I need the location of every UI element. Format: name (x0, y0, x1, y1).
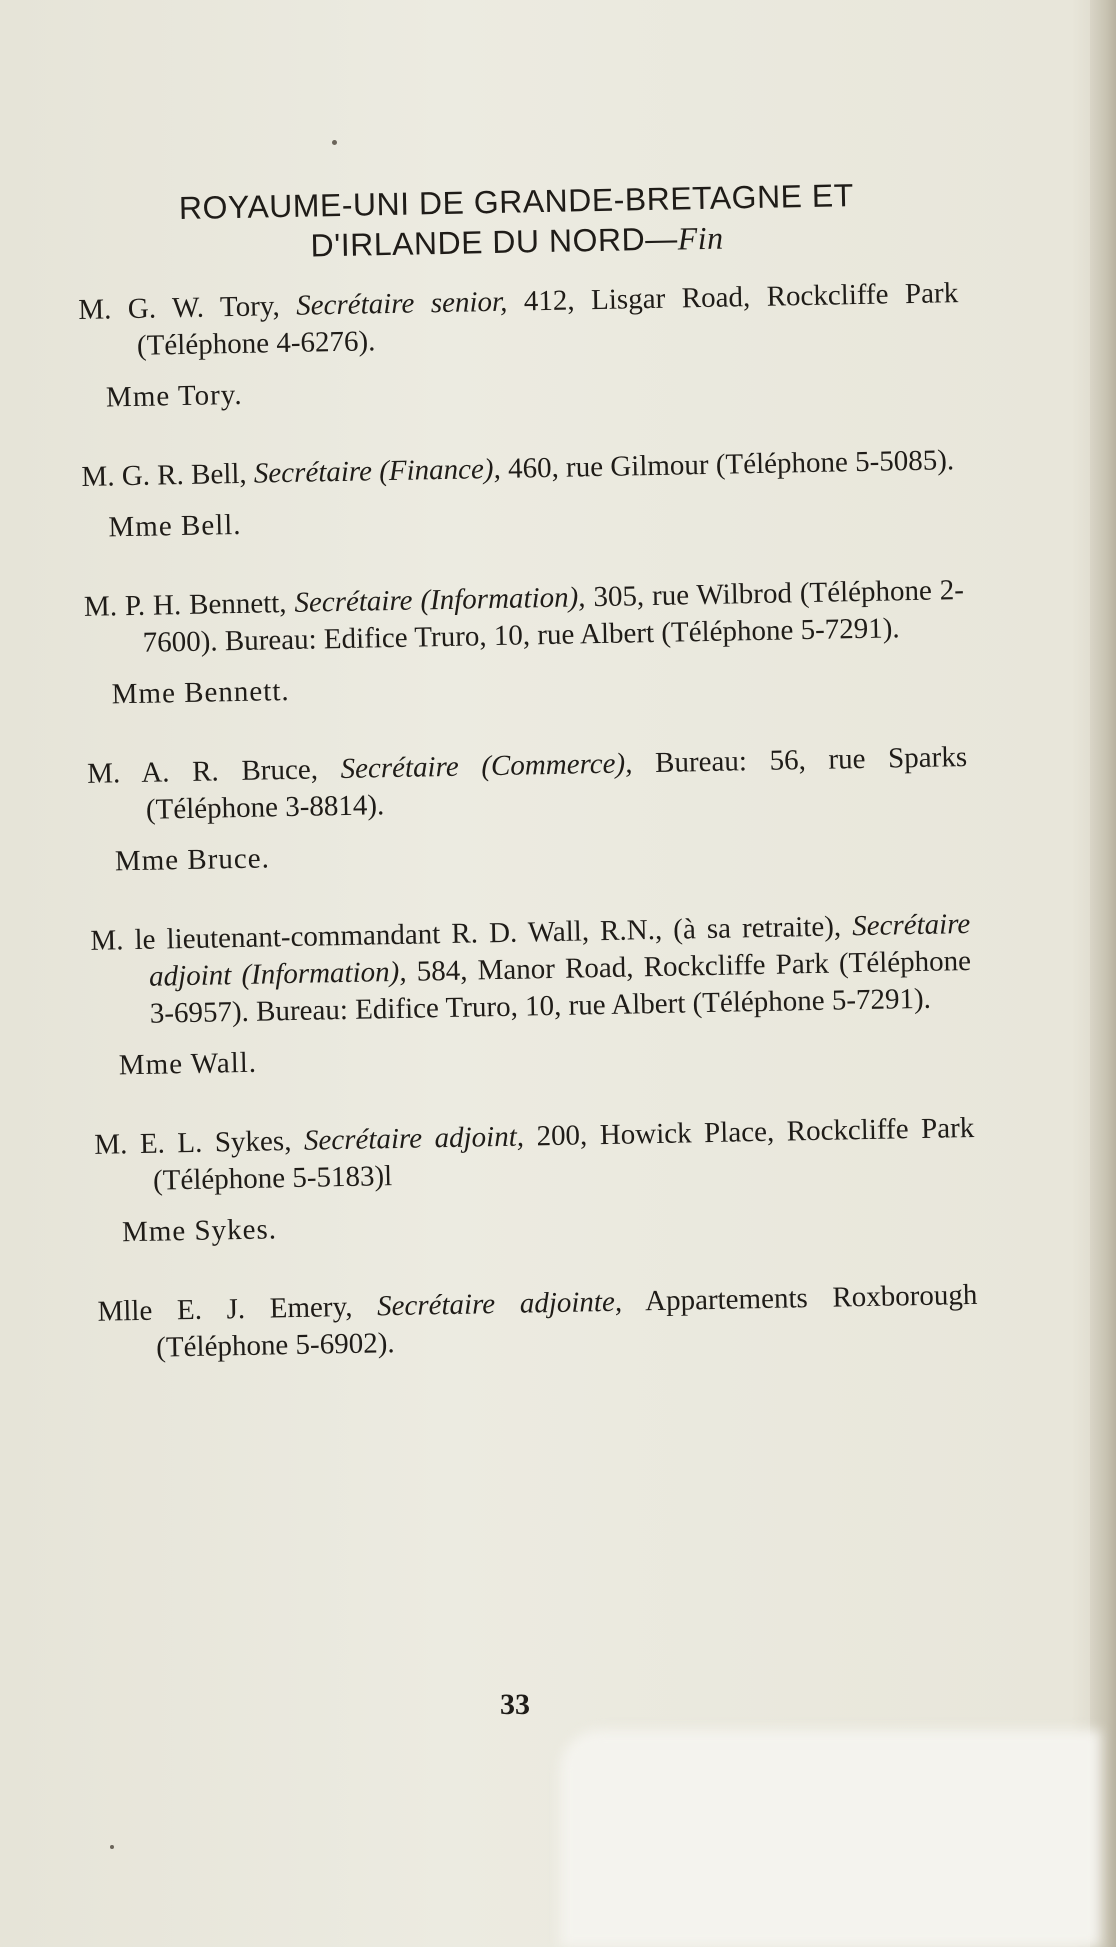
person-title: Secrétaire adjoint, (303, 1120, 525, 1157)
person-name: M. le lieutenant-commandant R. D. Wall, R.N., (à sa retraite), (90, 910, 842, 957)
person-details: 460, rue Gilmour (Téléphone 5-5085). (507, 444, 955, 485)
person-details: 305, rue Wilbrod (Téléphone 2-7600). Bureau: Edifice Truro, 10, rue Albert (Téléphone 5-7291). (142, 574, 965, 659)
person-name: M. E. L. Sykes, (94, 1125, 292, 1161)
directory-entry (81, 442, 962, 496)
person-name: M. G. W. Tory, (77, 290, 280, 326)
person-title: Secrétaire adjoint (Information), (148, 907, 971, 993)
directory-entry (90, 906, 972, 1034)
section-heading (76, 173, 957, 270)
person-details: Appartements Roxborough (Téléphone 5-6902). (155, 1278, 978, 1364)
person-details: 200, Howick Place, Rockcliffe Park (Téléphone 5-5183)l (152, 1111, 975, 1197)
spouse-name: Mme Bruce. (114, 842, 271, 878)
spouse-name: Mme Wall. (118, 1046, 258, 1082)
person-name: M. A. R. Bruce, (86, 753, 319, 790)
heading-line-1: ROYAUME-UNI DE GRANDE-BRETAGNE ET (178, 177, 855, 227)
person-name: M. G. R. Bell, (81, 457, 247, 493)
person-title: Secrétaire adjointe, (376, 1285, 623, 1323)
person-name: M. P. H. Bennett, (83, 587, 287, 623)
spouse-name: Mme Tory. (105, 378, 243, 414)
page-edge-shadow (1090, 0, 1116, 1947)
directory-entry (78, 275, 959, 366)
spouse-name: Mme Bennett. (111, 674, 290, 711)
heading-line-2: D'IRLANDE DU NORD—Fin (310, 219, 724, 264)
page-number: 33 (500, 1688, 530, 1721)
document-body (76, 173, 979, 1382)
person-title: Secrétaire senior, (295, 285, 508, 322)
person-title: Secrétaire (Finance), (253, 452, 502, 490)
person-title: Secrétaire (Information), (294, 581, 586, 619)
directory-entry (97, 1277, 978, 1368)
person-name: Mlle E. J. Emery, (97, 1290, 353, 1328)
person-title: Secrétaire (Commerce), (340, 747, 633, 786)
directory-entry (94, 1110, 975, 1201)
spouse-name: Mme Sykes. (121, 1213, 278, 1249)
person-details: 584, Manor Road, Rockcliffe Park (Téléphone 3-6957). Bureau: Edifice Truro, 10, rue Albert (Téléphone 5-7291). (149, 944, 972, 1030)
person-details: 412, Lisgar Road, Rockcliffe Park (Téléphone 4-6276). (136, 277, 959, 362)
paper-stain (560, 1730, 1100, 1947)
ink-speck (110, 1845, 114, 1849)
person-details: Bureau: 56, rue Sparks (Téléphone 3-8814). (145, 741, 968, 826)
spouse-name: Mme Bell. (108, 508, 242, 544)
directory-entry (84, 572, 965, 663)
heading-suffix: Fin (677, 219, 724, 257)
directory-entry (87, 739, 968, 830)
ink-speck (332, 140, 337, 145)
entry-list (78, 275, 978, 1368)
